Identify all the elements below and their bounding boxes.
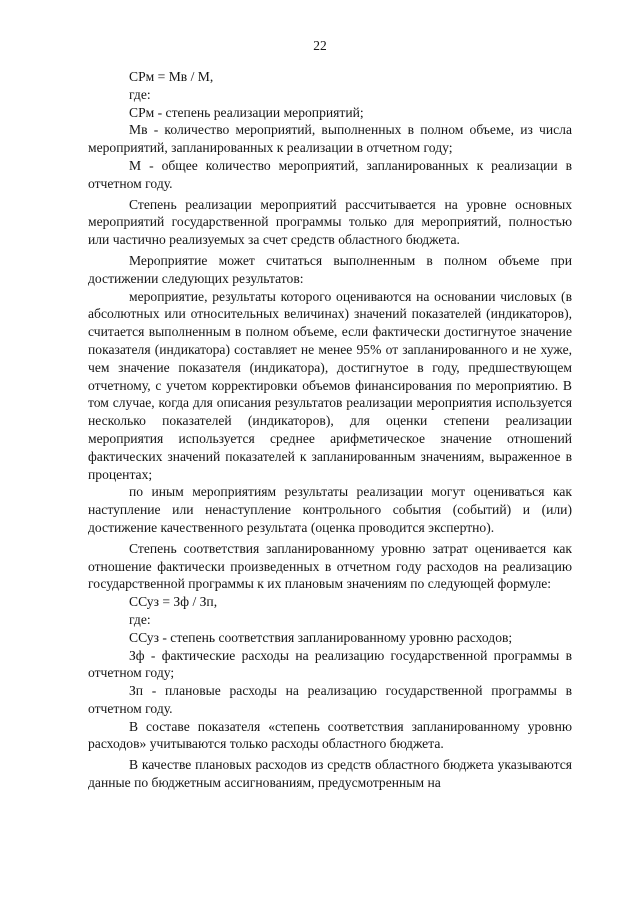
paragraph-numeric-results: мероприятие, результаты которого оцениваются на основании числовых (в абсолютных или относительных величинах) значений показателей (индикаторов), считается выполненным в полном объеме, если фактически достигнутое значение показателя (индикатора) составляет не менее 95% от запланированного и не хуже, чем значение показателя (индикатора), достигнутое в году, предшествующем отчетному, с учетом корректировки объемов финансирования по мероприятию. В том случае, когда для описания результатов реализации мероприятия используется несколько показателей (индикаторов), для оценки степени реализации мероприятия используется среднее арифметическое значение отношений фактических значений показателей к запланированным значениям, выраженное в процентах;	[88, 288, 572, 482]
paragraph-fulfilment-criteria: Мероприятие может считаться выполненным в полном объеме при достижении следующих результатов:	[88, 252, 572, 286]
paragraph-planned-expenses: В качестве плановых расходов из средств областного бюджета указываются данные по бюджетным ассигнованиям, предусмотренным на	[88, 757, 572, 791]
formula-completion-rate: СРм = Мв / М,	[129, 69, 214, 84]
definition-zp: Зп - плановые расходы на реализацию государственной программы в отчетном году.	[88, 683, 572, 716]
definition-m: М - общее количество мероприятий, запланированных к реализации в отчетном году.	[88, 157, 572, 191]
paragraph-regional-budget: В составе показателя «степень соответствия запланированному уровню расходов» учитываются только расходы областного бюджета.	[88, 718, 572, 752]
formula-cost-compliance: ССуз = Зф / Зп,	[129, 594, 218, 610]
page-number: 22	[313, 38, 327, 53]
definition-zf: Зф - фактические расходы на реализацию государственной программы в отчетном году;	[88, 647, 572, 681]
definition-srm: СРм - степень реализации мероприятий;	[129, 104, 364, 120]
paragraph-cost-compliance: Степень соответствия запланированному уровню затрат оценивается как отношение фактически произведенных в отчетном году расходов на реализацию государственной программы к их плановым значениям по следующей формуле:	[88, 540, 572, 592]
where-label-2: где:	[129, 611, 151, 627]
paragraph-other-results: по иным мероприятиям результаты реализации могут оцениваться как наступление или ненаступление контрольного события (событий) и (или) достижение качественного результата (оценка проводится экспертно).	[88, 484, 572, 535]
where-label: где:	[129, 86, 151, 102]
document-body	[88, 66, 572, 792]
definition-ssuz: ССуз - степень соответствия запланированному уровню расходов;	[129, 629, 513, 645]
paragraph-calculation-level: Степень реализации мероприятий рассчитывается на уровне основных мероприятий государственной программы только для мероприятий, полностью или частично реализуемых за счет средств областного бюджета.	[88, 196, 572, 248]
definition-mv: Мв - количество мероприятий, выполненных в полном объеме, из числа мероприятий, запланированных к реализации в отчетном году;	[88, 122, 572, 156]
